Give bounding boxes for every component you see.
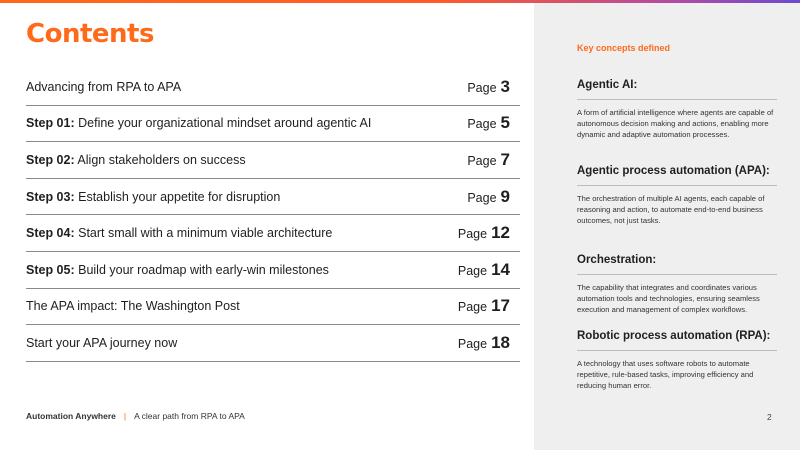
toc-item-step-04[interactable] (26, 215, 520, 252)
concept-apa (577, 165, 777, 227)
concept-term: Orchestration: (577, 254, 657, 266)
toc-page-ref: Page 18 (457, 332, 510, 352)
toc-item-step-05[interactable] (26, 252, 520, 289)
toc-item-label: Step 01: Define your organizational mindset around agentic AI (26, 116, 372, 131)
key-concepts-heading: Key concepts defined (577, 43, 671, 53)
toc-page-ref: Page 7 (467, 149, 510, 169)
concept-orchestration (577, 254, 777, 316)
table-of-contents (26, 69, 520, 362)
toc-item-label: Step 03: Establish your appetite for disruption (26, 189, 281, 204)
toc-item-journey[interactable] (26, 325, 520, 362)
toc-page-ref: Page 5 (467, 113, 510, 133)
footer-separator: | (123, 411, 127, 421)
concept-definition: A form of artificial intelligence where agents are capable of autonomous decision making and actions, enabling more dynamic and adaptive automation processes. (577, 107, 774, 140)
divider (577, 99, 777, 100)
toc-item-apa-impact[interactable] (26, 289, 520, 326)
concept-term: Agentic AI: (577, 79, 638, 91)
toc-item-step-02[interactable] (26, 142, 520, 179)
toc-item-label: Step 05: Build your roadmap with early-win milestones (26, 262, 329, 277)
concept-rpa (577, 330, 777, 392)
toc-item-label: Start your APA journey now (26, 335, 178, 350)
toc-page-ref: Page 9 (467, 186, 510, 206)
concept-definition: The orchestration of multiple AI agents, each capable of reasoning and action, to automate end-to-end business outcomes, not just tasks. (577, 193, 765, 226)
toc-item-step-01[interactable] (26, 106, 520, 143)
footer (26, 411, 245, 421)
toc-page-ref: Page 17 (457, 296, 510, 316)
toc-item-label: Advancing from RPA to APA (26, 79, 182, 94)
concept-definition: A technology that uses software robots to automate repetitive, rule-based tasks, improving efficiency and reducing human error. (577, 358, 754, 391)
divider (577, 350, 777, 351)
toc-item-label: The APA impact: The Washington Post (26, 299, 240, 314)
concept-definition: The capability that integrates and coordinates various automation tools and technologies, ensuring seamless execution and management of complex workflows. (577, 282, 760, 315)
toc-item-step-03[interactable] (26, 179, 520, 216)
toc-item-advancing[interactable] (26, 69, 520, 106)
footer-subtitle: A clear path from RPA to APA (134, 411, 245, 421)
divider (577, 274, 777, 275)
concept-term: Robotic process automation (RPA): (577, 330, 771, 342)
concept-term: Agentic process automation (APA): (577, 165, 770, 177)
toc-item-label: Step 04: Start small with a minimum viable architecture (26, 226, 333, 241)
toc-item-label: Step 02: Align stakeholders on success (26, 152, 246, 167)
toc-page-ref: Page 14 (457, 259, 510, 279)
page-number: 2 (767, 412, 772, 422)
concept-agentic-ai (577, 79, 777, 141)
page-title: Contents (26, 19, 154, 49)
toc-page-ref: Page 12 (457, 223, 510, 243)
toc-page-ref: Page 3 (467, 76, 510, 96)
footer-brand: Automation Anywhere (26, 411, 116, 421)
divider (577, 185, 777, 186)
